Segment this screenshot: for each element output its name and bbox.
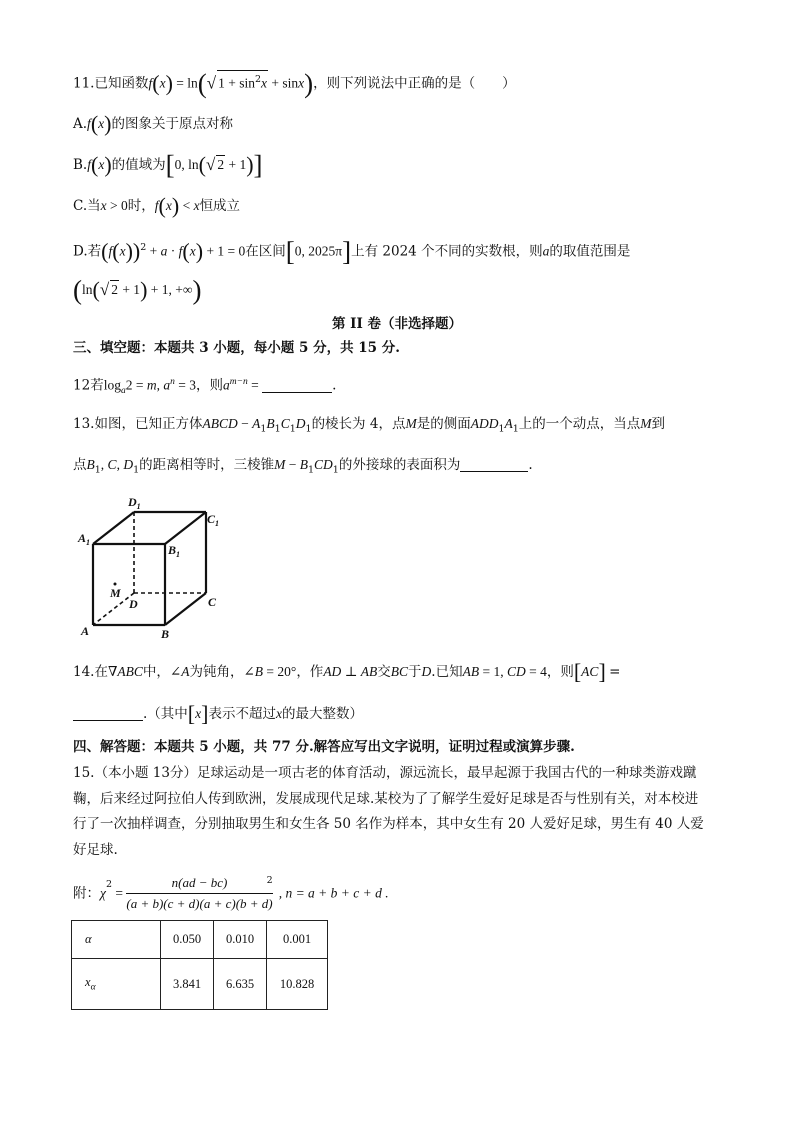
q11-option-a: A.f(x)的图象关于原点对称 xyxy=(73,111,233,136)
table-cell: 10.828 xyxy=(267,959,328,1010)
cube-edge xyxy=(165,593,206,625)
section3-title: 三、填空题：本题共 3 小题，每小题 5 分，共 15 分. xyxy=(73,340,400,356)
formula-fraction: $\frac{n(ad - bc)}{(a + b)(c + d)(a + c)(b + d)}$ xyxy=(126,875,273,911)
label-d: D xyxy=(129,597,138,611)
q12-answer-blank[interactable] xyxy=(262,378,332,393)
q13-line2: 点$B_1$, C, $D_1$的距离相等时，三棱锥$M - B_1CD_1$的外接球的表面积为 . xyxy=(73,457,533,476)
q15-line1: 15.（本小题 13分）足球运动是一项古老的体育活动，源远流长，最早起源于我国古代的一种球类游戏蹴 xyxy=(73,765,697,781)
cube-edge xyxy=(93,512,134,544)
label-a1: $A_1$ xyxy=(78,531,91,547)
label-c: C xyxy=(208,595,217,609)
q11-option-d: D.若$(f(x))^2 + a \cdot f(x) + 1 = 0$在区间[0, 2025π]上有 2024 个不同的实数根，则a的取值范围是 xyxy=(73,236,631,267)
q13-line1: 13.如图，已知正方体ABCD − $A_1B_1C_1D_1$的棱长为 4，点M是的侧面$ADD_1A_1$上的一个动点，当点M到 xyxy=(73,416,666,435)
table-cell: 0.001 xyxy=(267,921,328,959)
label-m: M xyxy=(110,586,121,600)
table-cell: 0.050 xyxy=(161,921,214,959)
label-b1: $B_1$ xyxy=(168,543,181,559)
q11-option-c: C.当x > 0时，f(x) < x恒成立 xyxy=(73,193,241,218)
q14-line2: .（其中[x]表示不超过x的最大整数） xyxy=(73,704,363,724)
q15-line3: 行了一次抽样调查，分别抽取男生和女生各 50 名作为样本，其中女生有 20 人爱好足球，男生有 40 人爱 xyxy=(73,816,704,832)
label-b: B xyxy=(161,627,170,641)
label-d1: $D_1$ xyxy=(128,495,141,511)
critical-value-table xyxy=(71,920,328,1010)
label-a: A xyxy=(81,624,90,638)
q13-answer-blank[interactable] xyxy=(460,457,528,472)
q12: 12若$\log_a2 = m$, $a^n = 3$，则$a^{m-n}$ = . xyxy=(73,377,337,397)
cube-edge xyxy=(165,512,206,544)
table-cell: 6.635 xyxy=(214,959,267,1010)
q11-option-d-range: (ln(√ 2 + 1) + 1, +∞) xyxy=(73,275,202,305)
table-cell: 3.841 xyxy=(161,959,214,1010)
q15-line2: 鞠，后来经过阿拉伯人传到欧洲，发展成现代足球.某校为了了解学生爱好足球是否与性别有关，对本校进 xyxy=(73,791,699,807)
label-c1: $C_1$ xyxy=(207,512,220,528)
section4-title: 四、解答题：本题共 5 小题，共 77 分.解答应写出文字说明，证明过程或演算步骤. xyxy=(73,739,575,755)
cube-figure xyxy=(76,493,226,643)
q11-stem: 11.已知函数f(x) = ln(√ $1 + \sin^2x + \sin x$)，则下列说法中正确的是（ ） xyxy=(73,68,516,99)
q14-line1: 14.在∇ABC中，∠A为钝角，∠B = 20°，作AD ⊥ AB交BC于D.已知AB = 1, CD = 4，则[AC] = xyxy=(73,659,621,684)
q11-option-b: B.f(x)的值域为[0, ln(√ 2 + 1)] xyxy=(73,150,263,180)
table-row xyxy=(72,921,328,959)
table-row xyxy=(72,959,328,1010)
table-cell: 0.010 xyxy=(214,921,267,959)
q15-line4: 好足球. xyxy=(73,842,118,858)
table-cell: $x_\alpha$ xyxy=(72,959,161,1010)
part2-title: 第 II 卷（非选择题） xyxy=(331,316,463,332)
chi-square-formula: 附：$\chi^2$ = $\frac{n(ad - bc)}{(a + b)(c + d)(a + c)(b + d)}$ $^2$, n = a + b + c + d . xyxy=(73,875,389,911)
table-cell: α xyxy=(72,921,161,959)
q14-answer-blank[interactable] xyxy=(73,706,143,721)
